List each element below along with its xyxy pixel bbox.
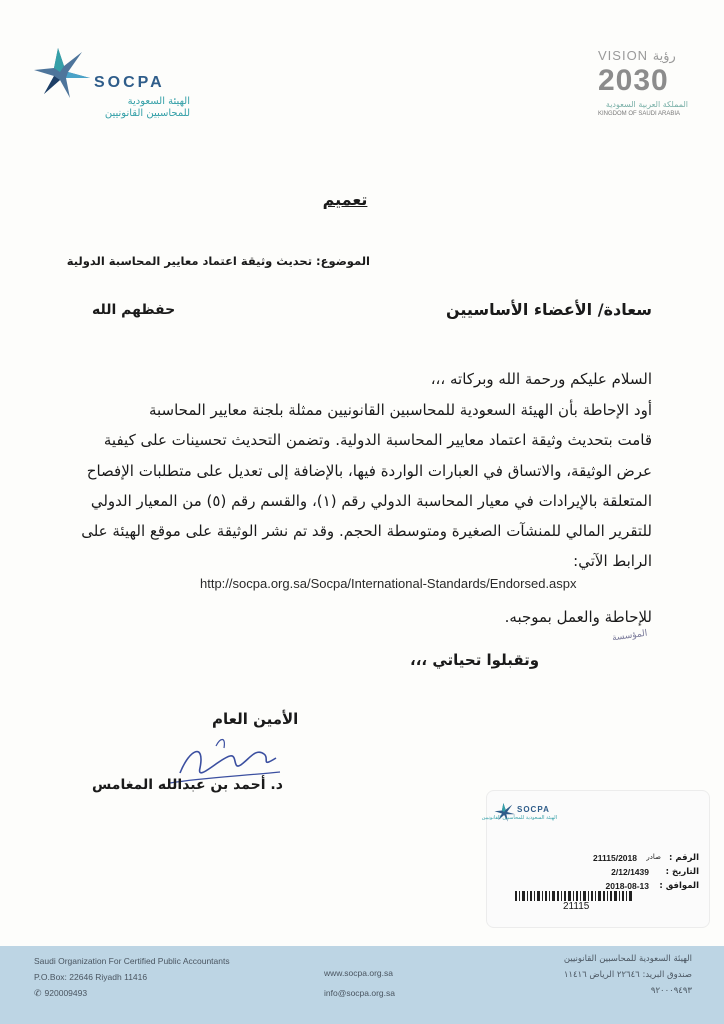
body-line: قامت بتحديث وثيقة اعتماد معايير المحاسبة الدولية. وتضمن التحديث تحسينات على كيفية: [103, 431, 652, 449]
letter-subject: الموضوع: تحديث وثيقة اعتماد معايير المحاسبة الدولية: [66, 254, 370, 268]
stamp-date-label: التاريخ :: [665, 867, 699, 877]
footer-email[interactable]: info@socpa.org.sa: [324, 988, 396, 998]
closing-regards: وتقبلوا تحياتي ،،،: [410, 651, 540, 669]
footer-org-english: Saudi Organization For Certified Public Accountants: [34, 956, 230, 966]
stamp-ref-label: الرقم :: [669, 853, 699, 863]
vision-arabic-kingdom: المملكة العربية السعودية: [605, 100, 688, 109]
footer-phone-arabic: ٩٢٠٠٠٩٤٩٣: [650, 986, 692, 996]
stamp-ref-value: 21115/2018: [593, 853, 637, 863]
footer-phone: [34, 988, 87, 999]
footer-org-arabic: الهيئة السعودية للمحاسبين القانونيين: [563, 954, 692, 964]
phone-icon: ✆: [34, 988, 42, 998]
footer-pobox-english: P.O.Box: 22646 Riyadh 11416: [34, 972, 148, 982]
page-footer: [0, 946, 724, 1024]
socpa-star-icon: [30, 44, 100, 100]
letter-greeting: السلام عليكم ورحمة الله وبركاته ،،،: [430, 370, 652, 388]
stamp-org-arabic: الهيئة السعودية للمحاسبين القانونيين: [481, 815, 557, 821]
handwritten-note: المؤسسة: [611, 628, 649, 644]
body-line: المتعلقة بالإيرادات في معيار المحاسبة الدولي رقم (١)، والقسم رقم (٥) من المعيار الدولي: [90, 492, 652, 510]
vision-2030-logo: [588, 46, 700, 126]
vision-year: 2030: [598, 64, 669, 97]
closing-action: للإحاطة والعمل بموجبه.: [504, 608, 652, 626]
body-line: للتقرير المالي للمنشآت الصغيرة ومتوسطة الحجم. وقد تم نشر الوثيقة على موقع الهيئة على: [81, 522, 652, 540]
body-line: عرض الوثيقة، والاتساق في العبارات الواردة فيها، بالإضافة إلى تعديل على متطلبات الإفصاح: [86, 462, 652, 480]
socpa-arabic-name-line2: للمحاسبين القانونيين: [104, 108, 190, 119]
stamp-gregorian-value: 2018-08-13: [605, 881, 649, 891]
stamp-date-value: 2/12/1439: [611, 867, 649, 877]
stamp-gregorian-label: الموافق :: [659, 881, 699, 891]
body-line: الرابط الآتي:: [573, 552, 652, 570]
signatory-name: د. أحمد بن عبدالله المغامس: [92, 777, 283, 793]
socpa-logo: [30, 44, 220, 124]
vision-label: VISION رؤية: [598, 48, 676, 63]
registration-stamp: [481, 790, 710, 928]
stamp-barcode-number: 21115: [563, 901, 590, 912]
stamp-org-name: SOCPA: [517, 805, 550, 814]
socpa-arabic-name-line1: الهيئة السعودية: [127, 96, 190, 107]
signatory-title: الأمين العام: [212, 710, 299, 728]
footer-website[interactable]: www.socpa.org.sa: [324, 968, 393, 978]
letter-honorific: حفظهم الله: [92, 302, 176, 318]
body-line: أود الإحاطة بأن الهيئة السعودية للمحاسبين القانونيين ممثلة بلجنة معايير المحاسبة: [148, 401, 652, 419]
footer-pobox-arabic: صندوق البريد: ٢٢٦٤٦ الرياض ١١٤١٦: [563, 970, 692, 980]
letter-recipient: سعادة/ الأعضاء الأساسيين: [445, 300, 652, 319]
socpa-name: SOCPA: [94, 74, 165, 91]
stamp-ref-direction: صادر: [646, 853, 661, 861]
letter-title: تعميم: [322, 190, 368, 209]
endorsed-standards-link[interactable]: http://socpa.org.sa/Socpa/International-Standards/Endorsed.aspx: [200, 576, 577, 591]
barcode-icon: [515, 891, 633, 901]
vision-english-kingdom: KINGDOM OF SAUDI ARABIA: [598, 111, 681, 117]
footer-phone-number: 920009493: [44, 988, 88, 998]
